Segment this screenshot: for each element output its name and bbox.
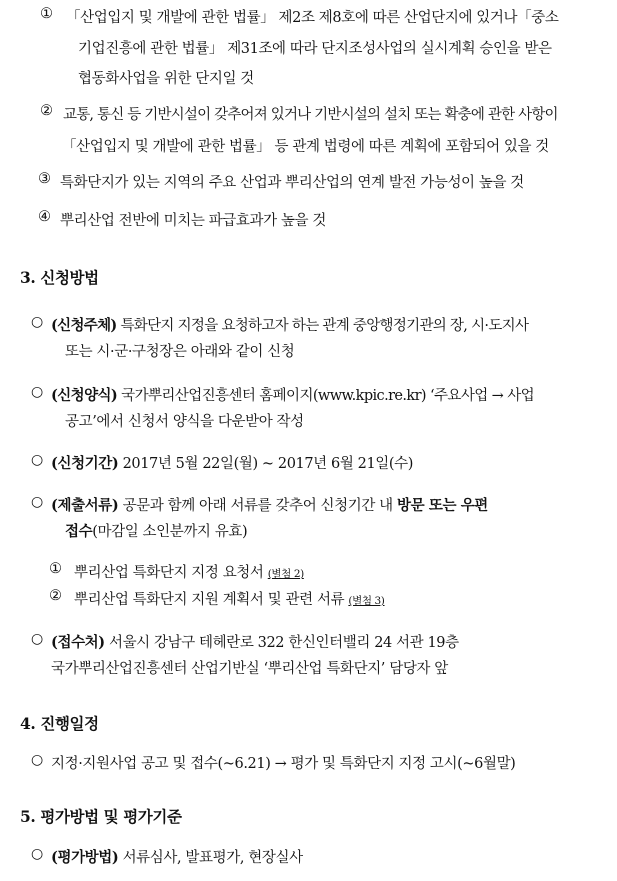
bullet-icon: ○	[31, 384, 43, 400]
eval-method-text: 서류심사, 발표평가, 현장실사	[118, 850, 303, 866]
criteria-marker-1: ①	[40, 6, 53, 22]
submit-docs-emphasis-2: 접수	[65, 523, 93, 540]
apply-subject-text: 특화단지 지정을 요청하고자 하는 관계 중앙행정기관의 장, 시·도지사	[116, 318, 529, 334]
criteria-2-line-1: 교통, 통신 등 기반시설이 갖추어져 있거나 기반시설의 설치 또는 확충에 관한 사항이	[63, 107, 558, 123]
bullet-icon: ○	[31, 631, 43, 647]
doc-item-2	[74, 588, 385, 609]
apply-subject-line-1	[51, 314, 528, 335]
office-line-1	[51, 631, 459, 652]
criteria-3-text: 특화단지가 있는 지역의 주요 산업과 뿌리산업의 연계 발전 가능성이 높을 것	[60, 175, 524, 191]
section-4-title: 4. 진행일정	[20, 714, 99, 733]
doc-item-marker-2: ②	[49, 588, 62, 604]
apply-form-label: (신청양식)	[51, 387, 118, 404]
submit-docs-note: (마감일 소인분까지 유효)	[92, 524, 248, 540]
section-5-title: 5. 평가방법 및 평가기준	[20, 807, 182, 826]
bullet-icon: ○	[31, 752, 43, 768]
doc-item-2-attachment: (별첨 3)	[348, 595, 385, 607]
criteria-marker-4: ④	[38, 209, 51, 225]
apply-form-line-1	[51, 384, 534, 405]
apply-form-text: 국가뿌리산업진흥센터 홈페이지(www.kpic.re.kr) ‘주요사업 → 사업	[117, 388, 535, 404]
criteria-1-line-3: 협동화사업을 위한 단지일 것	[78, 71, 254, 87]
office-address: 서울시 강남구 테헤란로 322 한신인터밸리 24 서관 19층	[104, 635, 459, 651]
bullet-icon: ○	[31, 314, 43, 330]
submit-docs-line-2	[65, 520, 247, 541]
submit-docs-text: 공문과 함께 아래 서류를 갖추어 신청기간 내	[118, 498, 397, 514]
criteria-marker-3: ③	[38, 171, 51, 187]
submit-docs-line-1	[51, 494, 488, 515]
criteria-4-text: 뿌리산업 전반에 미치는 파급효과가 높을 것	[60, 213, 326, 229]
doc-item-2-text: 뿌리산업 특화단지 지원 계획서 및 관련 서류	[74, 592, 349, 608]
bullet-icon: ○	[31, 452, 43, 468]
eval-method-line	[51, 846, 303, 867]
doc-item-marker-1: ①	[49, 561, 62, 577]
apply-period-text: 2017년 5월 22일(월) ~ 2017년 6월 21일(수)	[118, 456, 414, 472]
office-line-2: 국가뿌리산업진흥센터 산업기반실 ‘뿌리산업 특화단지’ 담당자 앞	[51, 661, 448, 677]
doc-item-1-attachment: (별첨 2)	[267, 568, 304, 580]
apply-form-line-2: 공고’에서 신청서 양식을 다운받아 작성	[65, 414, 304, 430]
section-3-title: 3. 신청방법	[20, 268, 99, 287]
apply-period-label: (신청기간)	[51, 455, 119, 472]
apply-period-line	[51, 452, 413, 473]
submit-docs-label: (제출서류)	[51, 497, 119, 514]
criteria-1-line-1: 「산업입지 및 개발에 관한 법률」 제2조 제8호에 따른 산업단지에 있거나「중소	[66, 10, 559, 26]
doc-item-1-text: 뿌리산업 특화단지 지정 요청서	[74, 565, 268, 581]
apply-subject-label: (신청주체)	[51, 317, 117, 334]
schedule-text: 지정·지원사업 공고 및 접수(~6.21) → 평가 및 특화단지 지정 고시(~6월말)	[51, 756, 516, 772]
apply-subject-line-2: 또는 시·군·구청장은 아래와 같이 신청	[65, 344, 295, 360]
eval-method-label: (평가방법)	[51, 849, 119, 866]
criteria-1-line-2: 기업진흥에 관한 법률」 제31조에 따라 단지조성사업의 실시계획 승인을 받은	[78, 41, 552, 57]
office-label: (접수처)	[51, 634, 105, 651]
criteria-2-line-2: 「산업입지 및 개발에 관한 법률」 등 관계 법령에 따른 계획에 포함되어 있을 것	[62, 139, 549, 155]
bullet-icon: ○	[31, 846, 43, 862]
bullet-icon: ○	[31, 494, 43, 510]
submit-docs-emphasis: 방문 또는 우편	[396, 497, 488, 514]
doc-item-1	[74, 561, 304, 582]
criteria-marker-2: ②	[40, 103, 53, 119]
